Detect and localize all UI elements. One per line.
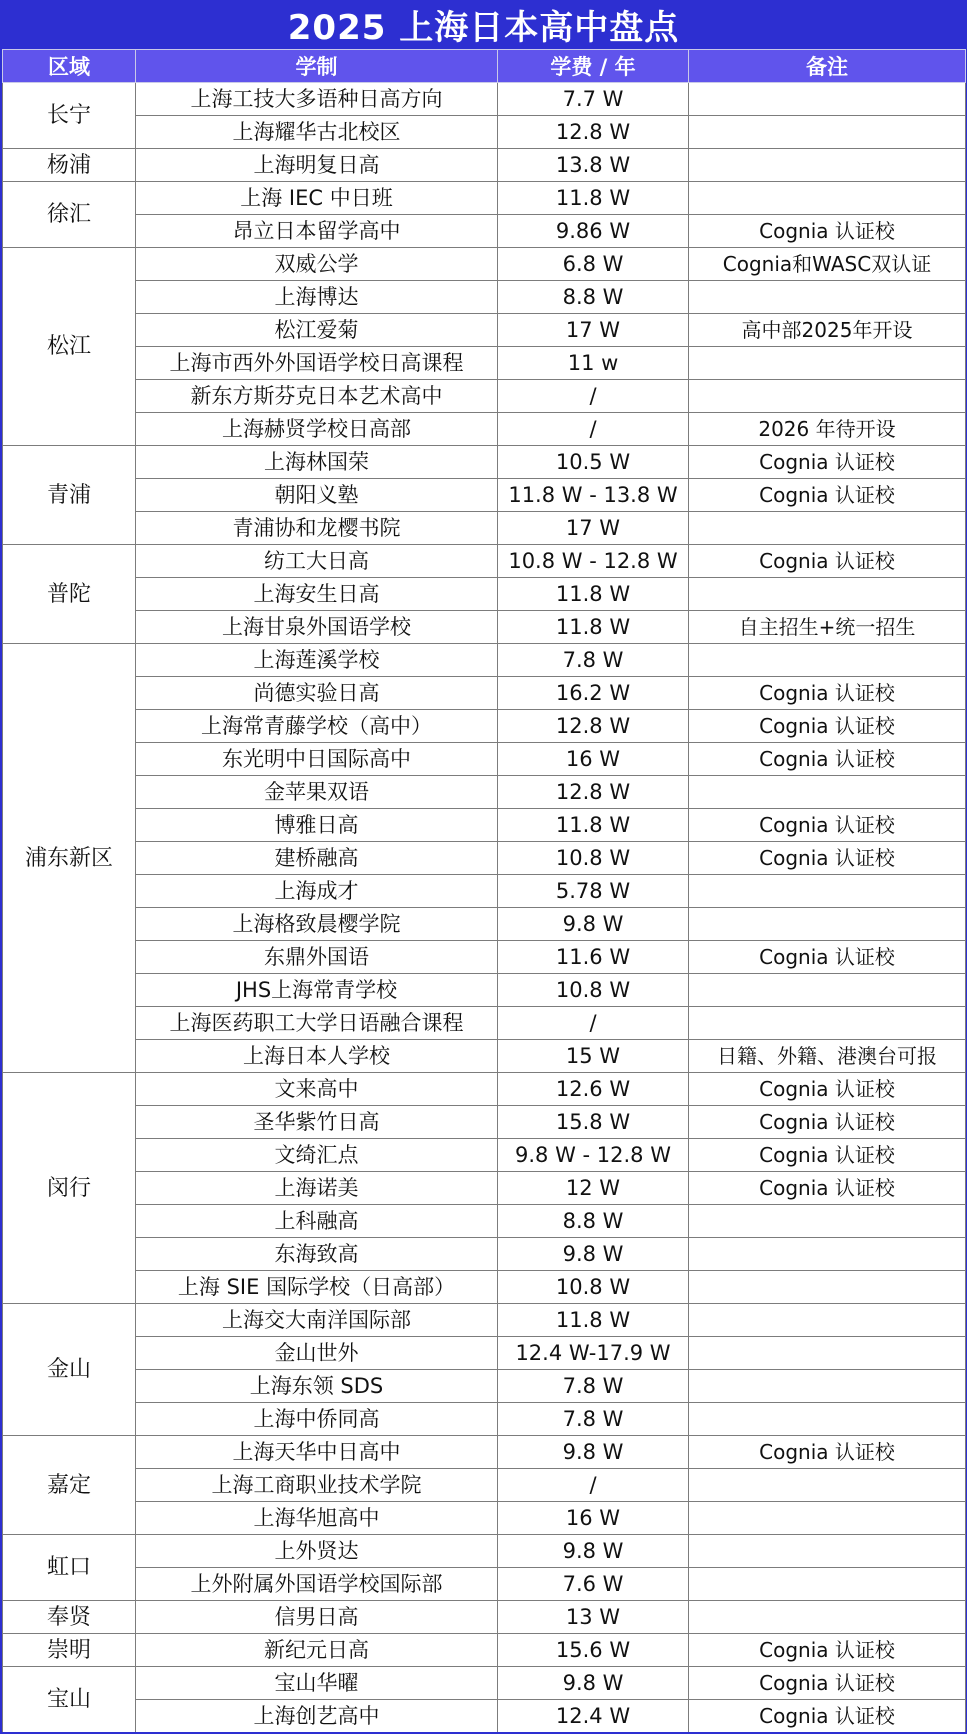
school-cell: 文绮汇点 <box>136 1139 498 1172</box>
school-cell: 上海诺美 <box>136 1172 498 1205</box>
note-cell <box>689 1370 966 1403</box>
school-cell: 上科融高 <box>136 1205 498 1238</box>
table-row <box>3 1469 966 1502</box>
fee-cell: 6.8 W <box>498 248 689 281</box>
note-cell: Cognia 认证校 <box>689 677 966 710</box>
table-row <box>3 512 966 545</box>
note-cell: Cognia 认证校 <box>689 1106 966 1139</box>
note-cell <box>689 1238 966 1271</box>
fee-cell: 11.8 W - 13.8 W <box>498 479 689 512</box>
header-note: 备注 <box>689 50 966 83</box>
fee-cell: / <box>498 380 689 413</box>
note-cell: Cognia 认证校 <box>689 446 966 479</box>
fee-cell: 8.8 W <box>498 1205 689 1238</box>
fee-cell: 11.8 W <box>498 1304 689 1337</box>
school-cell: 上外附属外国语学校国际部 <box>136 1568 498 1601</box>
table-row <box>3 1205 966 1238</box>
note-cell: Cognia 认证校 <box>689 710 966 743</box>
note-cell: Cognia 认证校 <box>689 545 966 578</box>
table-row <box>3 842 966 875</box>
fee-cell: 9.86 W <box>498 215 689 248</box>
note-cell <box>689 149 966 182</box>
fee-cell: 9.8 W <box>498 1667 689 1700</box>
table-row <box>3 281 966 314</box>
note-cell <box>689 875 966 908</box>
note-cell: Cognia 认证校 <box>689 1436 966 1469</box>
fee-cell: 12 W <box>498 1172 689 1205</box>
fee-cell: 5.78 W <box>498 875 689 908</box>
table-row <box>3 1667 966 1700</box>
table-row <box>3 776 966 809</box>
table-row <box>3 1436 966 1469</box>
note-cell <box>689 644 966 677</box>
note-cell: 自主招生+统一招生 <box>689 611 966 644</box>
table-row <box>3 1238 966 1271</box>
fee-cell: 12.8 W <box>498 116 689 149</box>
note-cell: Cognia和WASC双认证 <box>689 248 966 281</box>
school-cell: 上海林国荣 <box>136 446 498 479</box>
school-cell: 金山世外 <box>136 1337 498 1370</box>
note-cell <box>689 347 966 380</box>
fee-cell: 17 W <box>498 314 689 347</box>
table-row <box>3 347 966 380</box>
school-cell: 上海明复日高 <box>136 149 498 182</box>
note-cell <box>689 512 966 545</box>
fee-cell: 9.8 W - 12.8 W <box>498 1139 689 1172</box>
fee-cell: / <box>498 1469 689 1502</box>
school-cell: 上海成才 <box>136 875 498 908</box>
fee-cell: 12.4 W-17.9 W <box>498 1337 689 1370</box>
school-cell: 上海创艺高中 <box>136 1700 498 1734</box>
note-cell: Cognia 认证校 <box>689 1172 966 1205</box>
fee-cell: 9.8 W <box>498 908 689 941</box>
table-row <box>3 1568 966 1601</box>
table-row <box>3 677 966 710</box>
school-cell: 上海中侨同高 <box>136 1403 498 1436</box>
table-row <box>3 1634 966 1667</box>
fee-cell: 16 W <box>498 1502 689 1535</box>
school-cell: 上海工技大多语种日高方向 <box>136 83 498 116</box>
school-cell: 上海交大南洋国际部 <box>136 1304 498 1337</box>
school-cell: 上海东领 SDS <box>136 1370 498 1403</box>
school-cell: 上海赫贤学校日高部 <box>136 413 498 446</box>
district-cell: 松江 <box>3 248 136 446</box>
fee-cell: / <box>498 1007 689 1040</box>
table-row <box>3 644 966 677</box>
table-row <box>3 941 966 974</box>
district-cell: 普陀 <box>3 545 136 644</box>
school-cell: 上海 IEC 中日班 <box>136 182 498 215</box>
fee-cell: 13.8 W <box>498 149 689 182</box>
district-cell: 闵行 <box>3 1073 136 1304</box>
school-cell: 东鼎外国语 <box>136 941 498 974</box>
school-cell: 信男日高 <box>136 1601 498 1634</box>
fee-cell: 15.8 W <box>498 1106 689 1139</box>
school-cell: 上海莲溪学校 <box>136 644 498 677</box>
table-row <box>3 1106 966 1139</box>
school-cell: 新东方斯芬克日本艺术高中 <box>136 380 498 413</box>
note-cell: Cognia 认证校 <box>689 215 966 248</box>
note-cell <box>689 1469 966 1502</box>
note-cell: Cognia 认证校 <box>689 479 966 512</box>
fee-cell: 16 W <box>498 743 689 776</box>
fee-cell: 11.8 W <box>498 578 689 611</box>
table-row <box>3 1304 966 1337</box>
header-school: 学制 <box>136 50 498 83</box>
table-row <box>3 215 966 248</box>
school-cell: 新纪元日高 <box>136 1634 498 1667</box>
note-cell: Cognia 认证校 <box>689 1700 966 1734</box>
school-cell: 东海致高 <box>136 1238 498 1271</box>
school-cell: 上海甘泉外国语学校 <box>136 611 498 644</box>
table-row <box>3 1073 966 1106</box>
school-cell: 上海博达 <box>136 281 498 314</box>
school-cell: 青浦协和龙樱书院 <box>136 512 498 545</box>
note-cell: Cognia 认证校 <box>689 1139 966 1172</box>
table-row <box>3 380 966 413</box>
note-cell: Cognia 认证校 <box>689 1073 966 1106</box>
district-cell: 青浦 <box>3 446 136 545</box>
note-cell <box>689 1271 966 1304</box>
fee-cell: 9.8 W <box>498 1535 689 1568</box>
school-cell: 上海工商职业技术学院 <box>136 1469 498 1502</box>
fee-cell: 7.6 W <box>498 1568 689 1601</box>
table-row <box>3 743 966 776</box>
table-row <box>3 182 966 215</box>
school-cell: 上外贤达 <box>136 1535 498 1568</box>
school-cell: 上海耀华古北校区 <box>136 116 498 149</box>
fee-cell: 10.8 W <box>498 974 689 1007</box>
school-cell: 文来高中 <box>136 1073 498 1106</box>
table-row <box>3 1601 966 1634</box>
table-row <box>3 446 966 479</box>
table-row <box>3 1370 966 1403</box>
district-cell: 嘉定 <box>3 1436 136 1535</box>
district-cell: 长宁 <box>3 83 136 149</box>
table-row <box>3 545 966 578</box>
note-cell: Cognia 认证校 <box>689 1634 966 1667</box>
district-cell: 杨浦 <box>3 149 136 182</box>
school-cell: 松江爱菊 <box>136 314 498 347</box>
table-row <box>3 248 966 281</box>
fee-cell: 15 W <box>498 1040 689 1073</box>
note-cell: 2026 年待开设 <box>689 413 966 446</box>
note-cell: 高中部2025年开设 <box>689 314 966 347</box>
note-cell <box>689 1535 966 1568</box>
school-cell: 博雅日高 <box>136 809 498 842</box>
page-title: 2025 上海日本高中盘点 <box>2 0 965 49</box>
note-cell <box>689 1205 966 1238</box>
table-row <box>3 809 966 842</box>
fee-cell: 7.8 W <box>498 1370 689 1403</box>
school-cell: 东光明中日国际高中 <box>136 743 498 776</box>
school-cell: 上海天华中日高中 <box>136 1436 498 1469</box>
fee-cell: 12.6 W <box>498 1073 689 1106</box>
table-row <box>3 1502 966 1535</box>
fee-cell: 16.2 W <box>498 677 689 710</box>
fee-cell: 11.8 W <box>498 611 689 644</box>
table-row <box>3 479 966 512</box>
table-row <box>3 83 966 116</box>
school-cell: 纺工大日高 <box>136 545 498 578</box>
district-cell: 虹口 <box>3 1535 136 1601</box>
note-cell <box>689 1601 966 1634</box>
school-cell: 圣华紫竹日高 <box>136 1106 498 1139</box>
note-cell <box>689 1304 966 1337</box>
table-row <box>3 908 966 941</box>
school-cell: 上海常青藤学校（高中） <box>136 710 498 743</box>
note-cell <box>689 578 966 611</box>
note-cell <box>689 281 966 314</box>
fee-cell: 7.8 W <box>498 1403 689 1436</box>
school-cell: 建桥融高 <box>136 842 498 875</box>
school-cell: 金苹果双语 <box>136 776 498 809</box>
header-district: 区域 <box>3 50 136 83</box>
district-cell: 宝山 <box>3 1667 136 1734</box>
table-row <box>3 314 966 347</box>
note-cell: 日籍、外籍、港澳台可报 <box>689 1040 966 1073</box>
note-cell <box>689 83 966 116</box>
fee-cell: 13 W <box>498 1601 689 1634</box>
table-body <box>3 83 966 1734</box>
fee-cell: 10.8 W <box>498 1271 689 1304</box>
fee-cell: 7.7 W <box>498 83 689 116</box>
fee-cell: 12.4 W <box>498 1700 689 1734</box>
table-row <box>3 974 966 1007</box>
table-row <box>3 1535 966 1568</box>
school-cell: 上海 SIE 国际学校（日高部） <box>136 1271 498 1304</box>
note-cell <box>689 1568 966 1601</box>
fee-cell: 9.8 W <box>498 1436 689 1469</box>
district-cell: 金山 <box>3 1304 136 1436</box>
note-cell: Cognia 认证校 <box>689 809 966 842</box>
fee-cell: 15.6 W <box>498 1634 689 1667</box>
table-row <box>3 578 966 611</box>
fee-cell: 8.8 W <box>498 281 689 314</box>
table-row <box>3 1139 966 1172</box>
note-cell <box>689 974 966 1007</box>
school-cell: 上海华旭高中 <box>136 1502 498 1535</box>
school-table <box>2 49 966 1734</box>
fee-cell: 11.8 W <box>498 809 689 842</box>
note-cell: Cognia 认证校 <box>689 842 966 875</box>
note-cell <box>689 776 966 809</box>
fee-cell: 17 W <box>498 512 689 545</box>
table-row <box>3 1040 966 1073</box>
fee-cell: 9.8 W <box>498 1238 689 1271</box>
school-cell: 宝山华曜 <box>136 1667 498 1700</box>
school-cell: 上海安生日高 <box>136 578 498 611</box>
note-cell <box>689 1337 966 1370</box>
table-row <box>3 710 966 743</box>
fee-cell: 12.8 W <box>498 776 689 809</box>
school-cell: 上海市西外外国语学校日高课程 <box>136 347 498 380</box>
school-cell: 上海日本人学校 <box>136 1040 498 1073</box>
note-cell: Cognia 认证校 <box>689 1667 966 1700</box>
district-cell: 浦东新区 <box>3 644 136 1073</box>
fee-cell: 11.6 W <box>498 941 689 974</box>
school-cell: 上海格致晨樱学院 <box>136 908 498 941</box>
table-row <box>3 149 966 182</box>
district-cell: 崇明 <box>3 1634 136 1667</box>
table-row <box>3 1337 966 1370</box>
note-cell: Cognia 认证校 <box>689 743 966 776</box>
table-row <box>3 1403 966 1436</box>
school-cell: 上海医药职工大学日语融合课程 <box>136 1007 498 1040</box>
table-row <box>3 1172 966 1205</box>
header-row <box>3 50 966 83</box>
fee-cell: 10.8 W <box>498 842 689 875</box>
table-row <box>3 1007 966 1040</box>
fee-cell: / <box>498 413 689 446</box>
table-row <box>3 116 966 149</box>
district-cell: 奉贤 <box>3 1601 136 1634</box>
table-row <box>3 1271 966 1304</box>
school-cell: 朝阳义塾 <box>136 479 498 512</box>
note-cell <box>689 1502 966 1535</box>
note-cell <box>689 182 966 215</box>
fee-cell: 11 w <box>498 347 689 380</box>
note-cell: Cognia 认证校 <box>689 941 966 974</box>
table-row <box>3 611 966 644</box>
header-fee: 学费 / 年 <box>498 50 689 83</box>
school-cell: JHS上海常青学校 <box>136 974 498 1007</box>
note-cell <box>689 116 966 149</box>
table-row <box>3 413 966 446</box>
fee-cell: 10.8 W - 12.8 W <box>498 545 689 578</box>
note-cell <box>689 1007 966 1040</box>
table-row <box>3 1700 966 1734</box>
fee-cell: 7.8 W <box>498 644 689 677</box>
school-cell: 尚德实验日高 <box>136 677 498 710</box>
school-cell: 昂立日本留学高中 <box>136 215 498 248</box>
fee-cell: 10.5 W <box>498 446 689 479</box>
fee-cell: 11.8 W <box>498 182 689 215</box>
note-cell <box>689 380 966 413</box>
note-cell <box>689 908 966 941</box>
district-cell: 徐汇 <box>3 182 136 248</box>
school-cell: 双威公学 <box>136 248 498 281</box>
note-cell <box>689 1403 966 1436</box>
fee-cell: 12.8 W <box>498 710 689 743</box>
table-row <box>3 875 966 908</box>
